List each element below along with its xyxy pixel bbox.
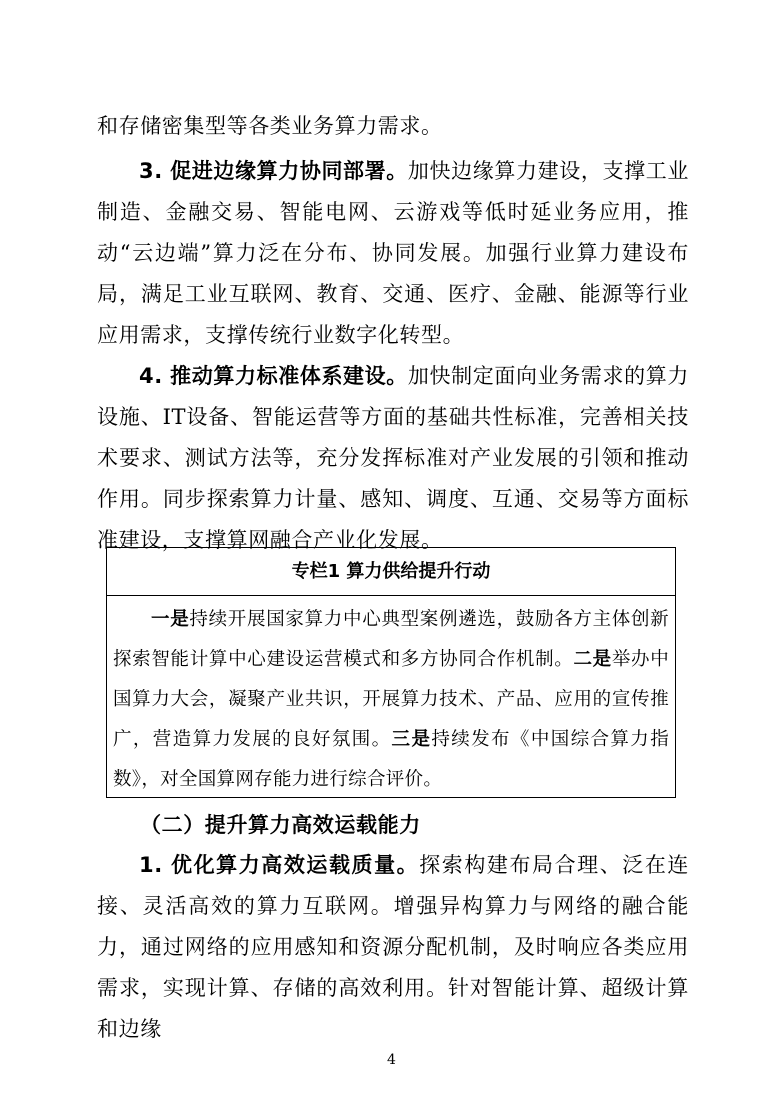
key-point-2-text: 举办中国算力大会，凝聚产业共识，开展算力技术、产品、应用的宣传推广，营造算力发展的良好氛围。 bbox=[113, 649, 669, 750]
item-number: 1. bbox=[139, 853, 163, 877]
key-point-1: 一是 bbox=[151, 609, 190, 630]
paragraph-transport-quality bbox=[97, 845, 689, 1050]
paragraph-continuation bbox=[97, 106, 689, 147]
column-box-body bbox=[107, 596, 675, 800]
paragraph-text: 加快制定面向业务需求的算力设施、IT设备、智能运营等方面的基础共性标准，完善相关技术要求、测试方法等，充分发挥标准对产业发展的引领和推动作用。同步探索算力计量、感知、调度、互通、交易等方面标准建设，支撑算网融合产业化发展。 bbox=[97, 364, 689, 552]
page-number: 4 bbox=[387, 1052, 396, 1068]
key-point-3: 三是 bbox=[391, 729, 432, 750]
paragraph-standards bbox=[97, 356, 689, 561]
paragraph-text: 探索构建布局合理、泛在连接、灵活高效的算力互联网。增强异构算力与网络的融合能力，通过网络的应用感知和资源分配机制，及时响应各类应用需求，实现计算、存储的高效利用。针对智能计算、超级计算和边缘 bbox=[97, 853, 690, 1041]
paragraph-edge-computing bbox=[97, 151, 689, 356]
section-heading: （二）提升算力高效运载能力 bbox=[140, 813, 421, 837]
key-point-1-text: 持续开展国家算力中心典型案例遴选，鼓励各方主体创新探索智能计算中心建设运营模式和多方协同合作机制。 bbox=[113, 609, 669, 670]
item-heading: 促进边缘算力协同部署。 bbox=[170, 159, 408, 183]
item-number: 4. bbox=[139, 364, 163, 388]
paragraph-text: 加快边缘算力建设，支撑工业制造、金融交易、智能电网、云游戏等低时延业务应用，推动“云边端”算力泛在分布、协同发展。加强行业算力建设布局，满足工业互联网、教育、交通、医疗、金融、能源等行业应用需求，支撑传统行业数字化转型。 bbox=[97, 159, 689, 347]
key-point-2: 二是 bbox=[573, 649, 612, 670]
item-heading: 推动算力标准体系建设。 bbox=[170, 364, 408, 388]
column-box-title: 专栏1 算力供给提升行动 bbox=[107, 548, 675, 596]
item-heading: 优化算力高效运载质量。 bbox=[171, 853, 420, 877]
paragraph-text: 和存储密集型等各类业务算力需求。 bbox=[97, 114, 443, 138]
column-box bbox=[106, 547, 676, 798]
item-number: 3. bbox=[139, 159, 163, 183]
key-point-3-text: 持续发布《中国综合算力指数》，对全国算网存能力进行综合评价。 bbox=[113, 729, 669, 790]
